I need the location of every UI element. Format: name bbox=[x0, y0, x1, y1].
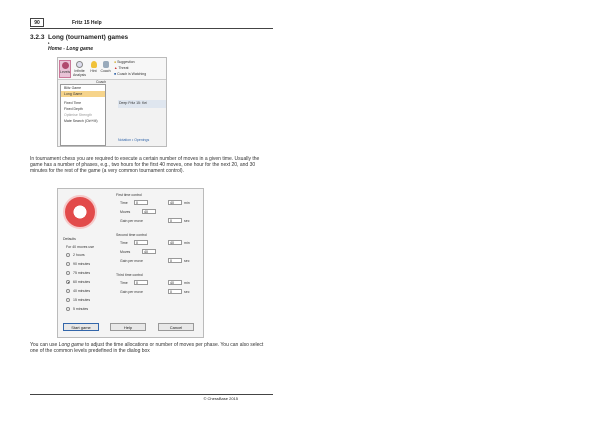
infinite-analysis-button[interactable] bbox=[73, 60, 86, 78]
third-min-unit: min bbox=[184, 281, 190, 285]
first-time-hours-input[interactable]: 0 bbox=[134, 200, 148, 205]
second-time-label: Time bbox=[120, 241, 128, 245]
radio-90-minutes[interactable] bbox=[66, 262, 70, 266]
first-gain-input[interactable]: 0 bbox=[168, 218, 182, 223]
radio-15-minutes-label: 15 minutes bbox=[73, 298, 91, 302]
threat-icon: ▲ bbox=[114, 66, 119, 70]
section-number: 3.2.3 bbox=[30, 34, 45, 41]
radio-5-minutes-label: 5 minutes bbox=[73, 307, 89, 311]
hint-label: Hint bbox=[90, 69, 97, 73]
second-time-hours-input[interactable]: 0 bbox=[134, 240, 148, 245]
engine-panel-text: Deep Fritz 15: Kei bbox=[118, 100, 166, 108]
bottom-para-prefix: You can use bbox=[30, 342, 58, 348]
levels-dropdown-menu bbox=[60, 84, 106, 146]
menu-item-fixed-depth[interactable]: Fixed Depth bbox=[64, 107, 83, 111]
first-gain-label: Gain per move bbox=[120, 219, 143, 223]
third-gain-label: Gain per move bbox=[120, 290, 143, 294]
radio-60-minutes-label: 60 minutes bbox=[73, 280, 91, 284]
menu-item-fixed-time[interactable]: Fixed Time bbox=[64, 101, 82, 105]
second-moves-input[interactable]: 40 bbox=[142, 249, 156, 254]
radio-2-hours-label: 2 hours bbox=[73, 253, 85, 257]
radio-75-minutes-label: 75 minutes bbox=[73, 271, 91, 275]
third-time-minutes-input[interactable]: 40 bbox=[168, 280, 182, 285]
ribbon-group-label: Coach bbox=[96, 80, 107, 84]
radio-40-minutes[interactable] bbox=[66, 289, 70, 293]
section-title: Long (tournament) games bbox=[48, 34, 129, 41]
menu-item-long-game[interactable]: Long Game bbox=[61, 91, 105, 97]
checkbox-icon: ■ bbox=[114, 72, 118, 76]
start-game-button[interactable]: Start game bbox=[63, 323, 99, 331]
coach-button[interactable] bbox=[100, 60, 111, 78]
first-moves-input[interactable]: 40 bbox=[142, 209, 156, 214]
bulb-small-icon: ● bbox=[114, 60, 118, 64]
third-gain-input[interactable]: 0 bbox=[168, 289, 182, 294]
menu-path-marker-icon: ▸ bbox=[48, 41, 50, 45]
left-header-title: Fritz 15 Help bbox=[72, 20, 102, 26]
third-time-label: Time bbox=[120, 281, 128, 285]
levels-icon bbox=[62, 62, 69, 69]
second-min-unit: min bbox=[184, 241, 190, 245]
second-moves-label: Moves bbox=[120, 250, 131, 254]
coach-watching-label: Coach is Watching bbox=[117, 72, 147, 76]
defaults-label: Defaults bbox=[63, 237, 76, 241]
infinite-analysis-label: Infinite Analysis bbox=[73, 69, 87, 77]
first-min-unit: min bbox=[184, 201, 190, 205]
intro-paragraph: In tournament chess you are required to execute a certain number of moves in a given time. Usually the game has a number of phases, e.g., two hours for the first 40 moves, one hour for the next 20, and 30 minutes for the rest of the game (a very common tournament control). bbox=[30, 156, 260, 174]
first-time-label: Time bbox=[120, 201, 128, 205]
defaults-sub-label: For 40 moves use bbox=[66, 245, 95, 249]
notation-tabs[interactable]: Notation • Openings bbox=[118, 138, 150, 142]
second-sec-unit: sec bbox=[184, 259, 190, 263]
levels-label: Levels bbox=[60, 70, 71, 74]
bottom-para-italic: Long game bbox=[58, 342, 84, 348]
suggestion-item[interactable] bbox=[114, 60, 135, 64]
first-sec-unit: sec bbox=[184, 219, 190, 223]
radio-2-hours[interactable] bbox=[66, 253, 70, 257]
help-button[interactable]: Help bbox=[110, 323, 146, 331]
third-time-hours-input[interactable]: 0 bbox=[134, 280, 148, 285]
coach-icon bbox=[103, 61, 109, 68]
bottom-para-suffix: to adjust the time allocations or number of moves per phase. You can also select one of the common levels predefined in the dialog box bbox=[30, 342, 264, 354]
second-gain-label: Gain per move bbox=[120, 259, 143, 263]
cancel-button[interactable]: Cancel bbox=[158, 323, 194, 331]
left-page-header bbox=[30, 19, 273, 29]
clock-icon bbox=[63, 195, 97, 229]
long-game-dialog-screenshot bbox=[57, 188, 204, 338]
second-time-minutes-input[interactable]: 40 bbox=[168, 240, 182, 245]
third-sec-unit: sec bbox=[184, 290, 190, 294]
lightbulb-icon bbox=[91, 61, 97, 68]
coach-watching-item[interactable] bbox=[114, 72, 146, 76]
levels-button[interactable] bbox=[59, 60, 71, 78]
radio-90-minutes-label: 90 minutes bbox=[73, 262, 91, 266]
hint-button[interactable] bbox=[88, 60, 99, 78]
threat-label: Threat bbox=[118, 66, 129, 70]
radio-5-minutes[interactable] bbox=[66, 307, 70, 311]
bottom-paragraph bbox=[30, 342, 270, 354]
menu-item-blitz[interactable]: Blitz Game bbox=[64, 86, 82, 90]
right-page bbox=[300, 0, 600, 424]
menu-item-optimise[interactable]: Optimise Strength bbox=[64, 113, 93, 117]
radio-40-minutes-label: 40 minutes bbox=[73, 289, 91, 293]
levels-menu-screenshot bbox=[57, 57, 167, 147]
first-time-minutes-input[interactable]: 40 bbox=[168, 200, 182, 205]
radio-15-minutes[interactable] bbox=[66, 298, 70, 302]
radio-60-minutes[interactable] bbox=[66, 280, 70, 284]
second-control-label: Second time control bbox=[116, 233, 147, 237]
menu-path: Home - Long game bbox=[48, 46, 94, 52]
third-control-label: Third time control bbox=[116, 273, 144, 277]
threat-item[interactable] bbox=[114, 66, 129, 70]
coach-label: Coach bbox=[100, 69, 111, 73]
section-heading-long-games bbox=[30, 34, 128, 41]
left-page-number: 90 bbox=[30, 18, 44, 27]
first-moves-label: Moves bbox=[120, 210, 131, 214]
suggestion-label: Suggestion bbox=[117, 60, 135, 64]
first-control-label: First time control bbox=[116, 193, 142, 197]
radio-75-minutes[interactable] bbox=[66, 271, 70, 275]
infinite-analysis-icon bbox=[76, 61, 83, 68]
second-gain-input[interactable]: 0 bbox=[168, 258, 182, 263]
menu-item-mate-search[interactable]: Mate Search (Ctrl+M) bbox=[64, 119, 98, 123]
left-footer: © ChessBase 2015 bbox=[30, 394, 273, 402]
